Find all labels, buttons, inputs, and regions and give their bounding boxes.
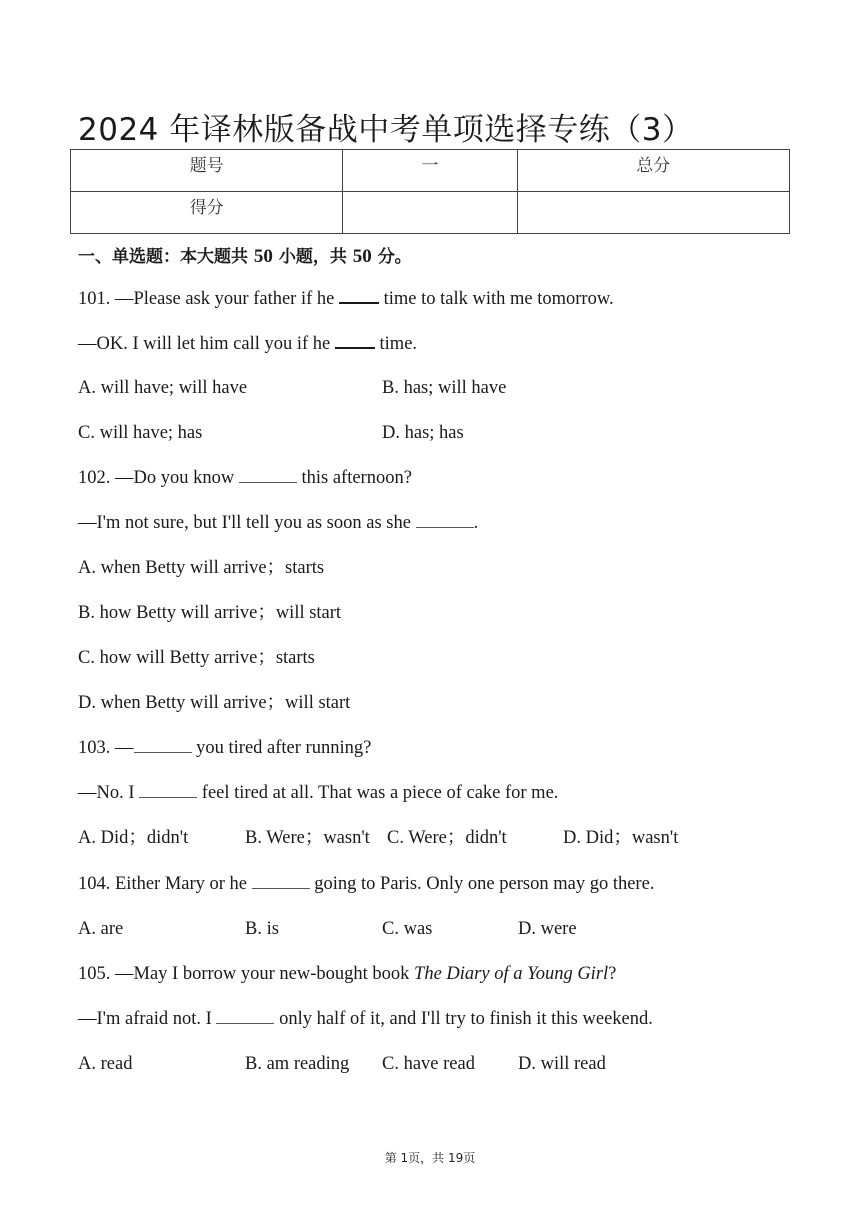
question-103-option-d[interactable]: D. Did；wasn't xyxy=(563,828,679,848)
question-102-reply: —I'm not sure, but I'll tell you as soon as she . xyxy=(78,513,479,533)
answer-blank xyxy=(139,781,197,798)
question-101-option-d[interactable]: D. has; has xyxy=(382,423,464,443)
question-105-option-d[interactable]: D. will read xyxy=(518,1054,606,1074)
document-title: 2024 年译林版备战中考单项选择专练（3） xyxy=(78,112,694,148)
score-input-cell[interactable] xyxy=(343,192,517,234)
score-table-header-row xyxy=(71,150,790,192)
page-footer: 第 1页，共 19页 xyxy=(384,1151,476,1165)
question-103-stem: 103. — you tired after running? xyxy=(78,738,372,758)
section-heading: 一、单选题：本大题共 50 小题，共 50 分。 xyxy=(78,246,412,267)
question-101-option-b[interactable]: B. has; will have xyxy=(382,378,507,398)
answer-blank xyxy=(339,286,379,304)
answer-blank xyxy=(239,466,297,483)
score-table-cell: 题号 xyxy=(71,150,343,192)
question-101-stem: 101. —Please ask your father if he time to talk with me tomorrow. xyxy=(78,286,614,311)
answer-blank xyxy=(134,736,192,753)
question-102-option-b[interactable]: B. how Betty will arrive；will start xyxy=(78,603,342,623)
question-101-reply: —OK. I will let him call you if he time. xyxy=(78,331,417,356)
question-105-option-a[interactable]: A. read xyxy=(78,1054,133,1074)
answer-blank xyxy=(216,1007,274,1024)
question-103-option-a[interactable]: A. Did；didn't xyxy=(78,828,189,848)
book-title: The Diary of a Young Girl xyxy=(414,964,609,984)
score-table xyxy=(70,149,790,234)
score-table-cell: 总分 xyxy=(517,150,789,192)
question-104-stem: 104. Either Mary or he going to Paris. Only one person may go there. xyxy=(78,874,655,894)
question-105-stem: 105. —May I borrow your new-bought book The Diary of a Young Girl? xyxy=(78,964,617,984)
question-101-option-c[interactable]: C. will have; has xyxy=(78,423,203,443)
question-103-option-c[interactable]: C. Were；didn't xyxy=(387,828,507,848)
question-104-option-c[interactable]: C. was xyxy=(382,919,433,939)
answer-blank xyxy=(252,872,310,889)
question-103-option-b[interactable]: B. Were；wasn't xyxy=(245,828,370,848)
score-table-score-row xyxy=(71,192,790,234)
question-104-option-d[interactable]: D. were xyxy=(518,919,577,939)
question-103-reply: —No. I feel tired at all. That was a piece of cake for me. xyxy=(78,783,559,803)
question-102-option-d[interactable]: D. when Betty will arrive；will start xyxy=(78,693,351,713)
question-102-stem: 102. —Do you know this afternoon? xyxy=(78,468,412,488)
score-table-cell: 得分 xyxy=(71,192,343,234)
question-104-option-b[interactable]: B. is xyxy=(245,919,279,939)
question-105-option-b[interactable]: B. am reading xyxy=(245,1054,350,1074)
question-105-reply: —I'm afraid not. I only half of it, and I'll try to finish it this weekend. xyxy=(78,1009,653,1029)
question-105-option-c[interactable]: C. have read xyxy=(382,1054,475,1074)
answer-blank xyxy=(416,511,474,528)
question-102-option-c[interactable]: C. how will Betty arrive；starts xyxy=(78,648,315,668)
question-104-option-a[interactable]: A. are xyxy=(78,919,124,939)
question-102-option-a[interactable]: A. when Betty will arrive；starts xyxy=(78,558,325,578)
score-table-cell: 一 xyxy=(343,150,517,192)
answer-blank xyxy=(335,331,375,349)
total-input-cell[interactable] xyxy=(517,192,789,234)
question-101-option-a[interactable]: A. will have; will have xyxy=(78,378,248,398)
